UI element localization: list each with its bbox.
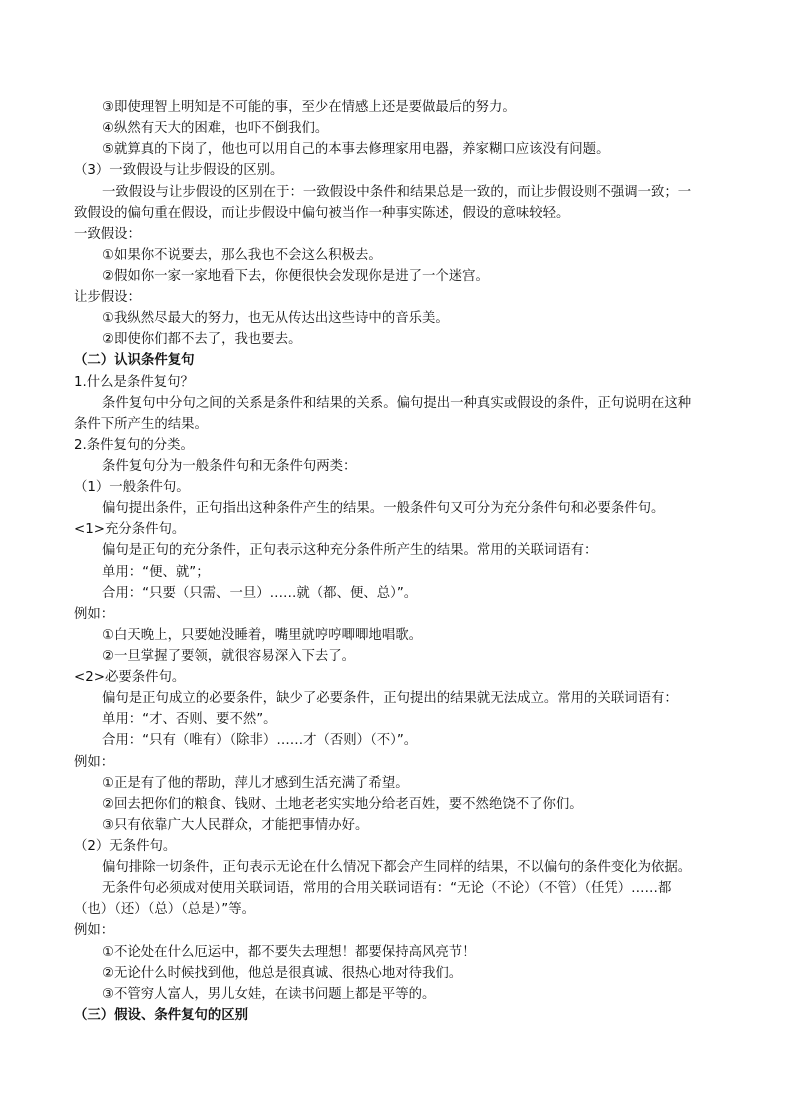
text-line: 无条件句必须成对使用关联词语，常用的合用关联词语有：“无论（不论）（不管）（任凭）……都 <box>102 881 672 896</box>
text-line: 2.条件复句的分类。 <box>74 438 194 453</box>
text-line: 条件复句分为一般条件句和无条件句两类： <box>102 459 357 474</box>
text-line: ①不论处在什么厄运中，都不要失去理想！都要保持高风亮节！ <box>102 945 476 960</box>
text-line: 条件下所产生的结果。 <box>74 417 208 432</box>
text-line: 致假设的偏句重在假设，而让步假设中偏句被当作一种事实陈述，假设的意味较轻。 <box>74 206 570 221</box>
text-line: （3）一致假设与让步假设的区别。 <box>74 163 284 178</box>
text-line: <1>充分条件句。 <box>74 522 186 537</box>
text-line: 一致假设与让步假设的区别在于：一致假设中条件和结果总是一致的，而让步假设则不强调一致；一 <box>102 185 692 200</box>
text-line: ②即使你们都不去了，我也要去。 <box>102 332 302 347</box>
text-line: 合用：“只有（唯有）（除非）……才（否则）（不）”。 <box>102 733 418 748</box>
text-line: 让步假设： <box>74 290 141 305</box>
text-line: ⑤就算真的下岗了，他也可以用自己的本事去修理家用电器，养家糊口应该没有问题。 <box>102 142 610 157</box>
text-line: 单用：“才、否则、要不然”。 <box>102 712 277 727</box>
text-line: ②一旦掌握了要领，就很容易深入下去了。 <box>102 649 356 664</box>
text-line: 合用：“只要（只需、一旦）……就（都、便、总）”。 <box>102 586 418 601</box>
text-line: 一致假设： <box>74 227 141 242</box>
text-line: ③不管穷人富人，男儿女娃，在读书问题上都是平等的。 <box>102 987 436 1002</box>
text-line: <2>必要条件句。 <box>74 670 186 685</box>
text-line: ①白天晚上，只要她没睡着，嘴里就哼哼唧唧地唱歌。 <box>102 628 422 643</box>
text-line: 条件复句中分句之间的关系是条件和结果的关系。偏句提出一种真实或假设的条件，正句说明在这种 <box>102 396 692 411</box>
text-line: （2）无条件句。 <box>74 839 177 854</box>
text-line: 偏句是正句的充分条件，正句表示这种充分条件所产生的结果。常用的关联词语有： <box>102 543 598 558</box>
text-line: 例如： <box>74 607 115 622</box>
text-line: 单用：“便、就”； <box>102 565 210 580</box>
text-line: ③即使理智上明知是不可能的事，至少在情感上还是要做最后的努力。 <box>102 100 516 115</box>
text-line: 例如： <box>74 923 115 938</box>
text-line: （1）一般条件句。 <box>74 480 190 495</box>
text-line: ①我纵然尽最大的努力，也无从传达出这些诗中的音乐美。 <box>102 311 449 326</box>
text-line: 1.什么是条件复句？ <box>74 375 194 390</box>
section-heading: （三）假设、条件复句的区别 <box>74 1008 249 1023</box>
text-line: ④纵然有天大的困难，也吓不倒我们。 <box>102 121 329 136</box>
text-line: ②假如你一家一家地看下去，你便很快会发现你是进了一个迷宫。 <box>102 269 489 284</box>
text-line: ②回去把你们的粮食、钱财、土地老老实实地分给老百姓，要不然绝饶不了你们。 <box>102 797 583 812</box>
text-line: 偏句是正句成立的必要条件，缺少了必要条件，正句提出的结果就无法成立。常用的关联词语有： <box>102 691 678 706</box>
section-heading: （二）认识条件复句 <box>74 353 195 368</box>
text-line: 偏句排除一切条件，正句表示无论在什么情况下都会产生同样的结果，不以偏句的条件变化为依据。 <box>102 860 692 875</box>
text-line: 例如： <box>74 755 115 770</box>
text-line: （也）（还）（总）（总是）”等。 <box>74 902 255 917</box>
text-line: ②无论什么时候找到他，他总是很真诚、很热心地对待我们。 <box>102 966 463 981</box>
text-line: 偏句提出条件，正句指出这种条件产生的结果。一般条件句又可分为充分条件句和必要条件句。 <box>102 501 665 516</box>
text-line: ①如果你不说要去，那么我也不会这么积极去。 <box>102 248 382 263</box>
text-line: ①正是有了他的帮助，萍儿才感到生活充满了希望。 <box>102 776 409 791</box>
text-line: ③只有依靠广大人民群众，才能把事情办好。 <box>102 818 369 833</box>
